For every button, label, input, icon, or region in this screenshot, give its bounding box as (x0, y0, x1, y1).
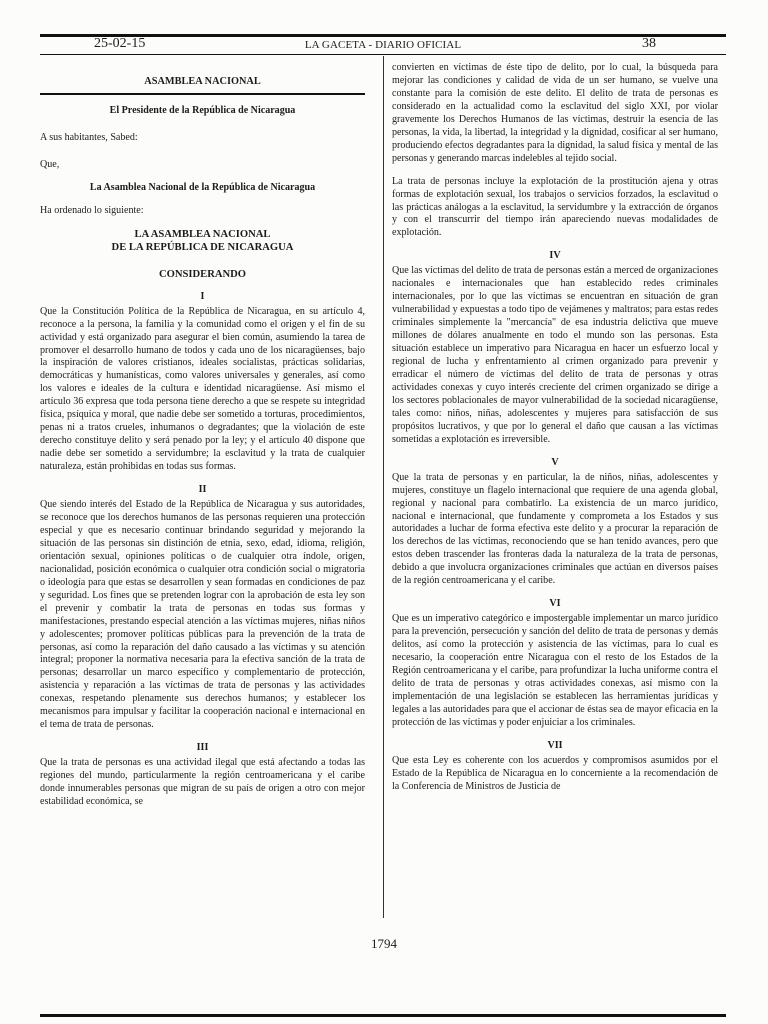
section-1-text: Que la Constitución Política de la República de Nicaragua, en su artículo 4, reconoce a la persona, la familia y la comunidad como el origen y el fin de su actividad y está organizado para asegurar el bien común, asumiendo la tarea de promover el desarrollo humano de todos y cada uno de los nicaragüenses, bajo la inspiración de valores cristianos, ideales socialistas, prácticas solidarias, democráticas y humanísticas, como valores universales y generales, así como los valores e ideales de la cultura e identidad nicaragüense. Así mismo el artículo 36 expresa que toda persona tiene derecho a que se respete su integridad física, psíquica y moral, que nadie debe ser sometido a torturas, procedimientos, penas ni a tratos crueles, inhumanos o degradantes; que la violación de este derecho constituye delito y será penado por la ley; y el artículo 40 dispone que nadie debe ser sometido a servidumbre; la esclavitud y la trata de cualquier naturaleza, están prohibidas en todas sus formas. (40, 305, 365, 473)
section-2-text: Que siendo interés del Estado de la República de Nicaragua y sus autoridades, se reconoce que los derechos humanos de las personas requieren una protección especial y que es necesario continuar brindando seguridad y mejorando la situación de las personas sin distinción de etnia, sexo, edad, idioma, religión, orientación sexual, opiniones políticas o de cualquier otra índole, origen, nacionalidad, posición económica o cualquier otra condición social o migratoria o ideología para que estas se desarrollen y sean formadas en condiciones de paz y seguridad. Los fines que se pretenden lograr con la aprobación de esta ley son el prevenir y combatir la trata de personas en todas sus formas y manifestaciones, prestando especial atención a las víctimas mujeres, niñas niños y adolescentes; promover políticas públicas para la prevención de la trata de personas, así como la reparación del daño causado a las víctimas y su atención integral; proponer la normativa necesaria para la efectiva sanción de la trata de personas; desarrollar un marco específico y complementario de protección, asistencia y reparación a las víctimas de trata de personas y las actividades conexas, respetando plenamente sus derechos humanos; y establecer los mecanismos para impulsar y facilitar la cooperación nacional e internacional en el tema de trata de personas. (40, 499, 365, 731)
inhabitants-line: A sus habitantes, Sabed: (40, 131, 138, 143)
section-3-text: Que la trata de personas es una actividad ilegal que está afectando a todas las regiones del mundo, particularmente la región centroamericana y el caribe donde innumerables personas que migran de su país de origen a otro con mejor estabilidad económica, se (40, 757, 365, 807)
right-column (392, 62, 718, 794)
page-header (40, 36, 726, 54)
header-bottom-rule (40, 54, 726, 55)
section-4-text: Que las víctimas del delito de trata de personas están a merced de organizaciones nacionales e internacionales que han establecido redes criminales internacionales, por lo que las víctimas se encuentran en situación de gran vulnerabilidad y expuestas a todo tipo de vejámenes y maltratos; para estas redes criminales simplemente la "mercancía" de esa industria delictiva que mueve millones de dólares anualmente en todo el mundo son las personas. Esta situación establece un imperativo para Nicaragua en hacer un esfuerzo local y regional de lucha y enfrentamiento al crimen organizado para prevenir y erradicar el número de víctimas del delito de trata de personas y otras actividades conexas y cuyo interés creciente del crimen organizado se dirige a los sectores poblacionales de mayor vulnerabilidad de la sociedad nicaragüense, tales como: niños, niñas, adolescentes y mujeres para satisfacción de sus propósitos lucrativos, y que por lo general el daño que causan a las víctimas sometidas a explotación es irreversible. (392, 265, 718, 445)
assembly-of-heading: La Asamblea Nacional de la República de Nicaragua (89, 181, 316, 193)
section-5-number: V (551, 456, 559, 468)
header-page-number: 38 (642, 36, 656, 51)
left-column (40, 62, 365, 809)
section-1-number: I (200, 290, 205, 302)
section-6-number: VI (549, 598, 561, 610)
section-3-number: III (196, 742, 209, 754)
considerando-heading: CONSIDERANDO (158, 268, 247, 280)
assembly-heading: ASAMBLEA NACIONAL (40, 62, 365, 95)
ordered-line: Ha ordenado lo siguiente: (40, 204, 144, 216)
section-6-text: Que es un imperativo categórico e impostergable implementar un marco jurídico para la prevención, persecución y sanción del delito de trata de personas y demás delitos, así como la protección y asistencia de las víctimas, para lo cual es necesario, la cooperación entre Nicaragua con el resto de los Estados de la Región centroamericana y el caribe, para profundizar la lucha uniforme contra el delito de trata de personas y otras actividades conexas, así mismo con la implementación de una legislación se establecen las herramientas jurídicas y legales a las autoridades para que el accionar de éstas sea de mayor eficacia en la protección de las víctimas y poder enjuiciar a los criminales. (392, 613, 718, 728)
big-title-line-1: LA ASAMBLEA NACIONAL (134, 228, 271, 240)
big-title-line-2: DE LA REPÚBLICA DE NICARAGUA (111, 241, 294, 253)
president-heading: El Presidente de la República de Nicaragua (109, 104, 296, 116)
footer-rule (40, 1014, 726, 1017)
que-line: Que, (40, 158, 60, 170)
section-7-text: Que esta Ley es coherente con los acuerdos y compromisos asumidos por el Estado de la República de Nicaragua en lo concerniente a la recomendación de la Conferencia de Ministros de Justicia de (392, 754, 718, 792)
section-4-number: IV (549, 250, 561, 262)
section-7-number: VII (547, 739, 563, 751)
header-title: LA GACETA - DIARIO OFICIAL (304, 39, 462, 51)
section-3-continued: convierten en víctimas de éste tipo de delito, por lo cual, la búsqueda para mejorar las condiciones y calidad de vida de un ser humano, se vuelve una constante para la comisión de este delito. El delito de trata de personas es considerado en la actualidad como la esclavitud del siglo XXI, por violar gravemente los Derechos Humanos de las víctimas, destruir la esencia de las personas, la vida, la libertad, la integridad y la dignidad, cosificar al ser humano, produciendo efectos degradantes para la dignidad, la salud física y mental de las personas y generando marcas indelebles al tejido social. (392, 62, 718, 164)
footer-page-number: 1794 (371, 936, 397, 951)
header-date: 25-02-15 (94, 36, 146, 51)
section-5-text: Que la trata de personas y en particular, la de niños, niñas, adolescentes y mujeres, constituye un flagelo internacional que requiere de una agenda global, regional y nacional para combatirlo. La existencia de un marco jurídico, nacional e internacional, que fundamente y comprometa a los Estados y sus autoridades a luchar de forma efectiva este delito y a procurar la reparación de los derechos de las víctimas, reconociendo que se han tenido avances, pero que estos deben trascender las fronteras dada la naturaleza de la trata de personas, debido a que involucra organizaciones criminales que actúan en diversos países de la región centroamericana y el caribe. (392, 471, 718, 587)
column-divider (383, 56, 384, 918)
section-2-number: II (198, 484, 207, 496)
section-3-paragraph-2: La trata de personas incluye la explotación de la prostitución ajena y otras formas de explotación sexual, los trabajos o servicios forzados, la esclavitud o las prácticas análogas a la esclavitud, la servidumbre y la extracción de órganos y con el transcurrir del tiempo irán apareciendo nuevas modalidades de explotación. (392, 175, 718, 239)
